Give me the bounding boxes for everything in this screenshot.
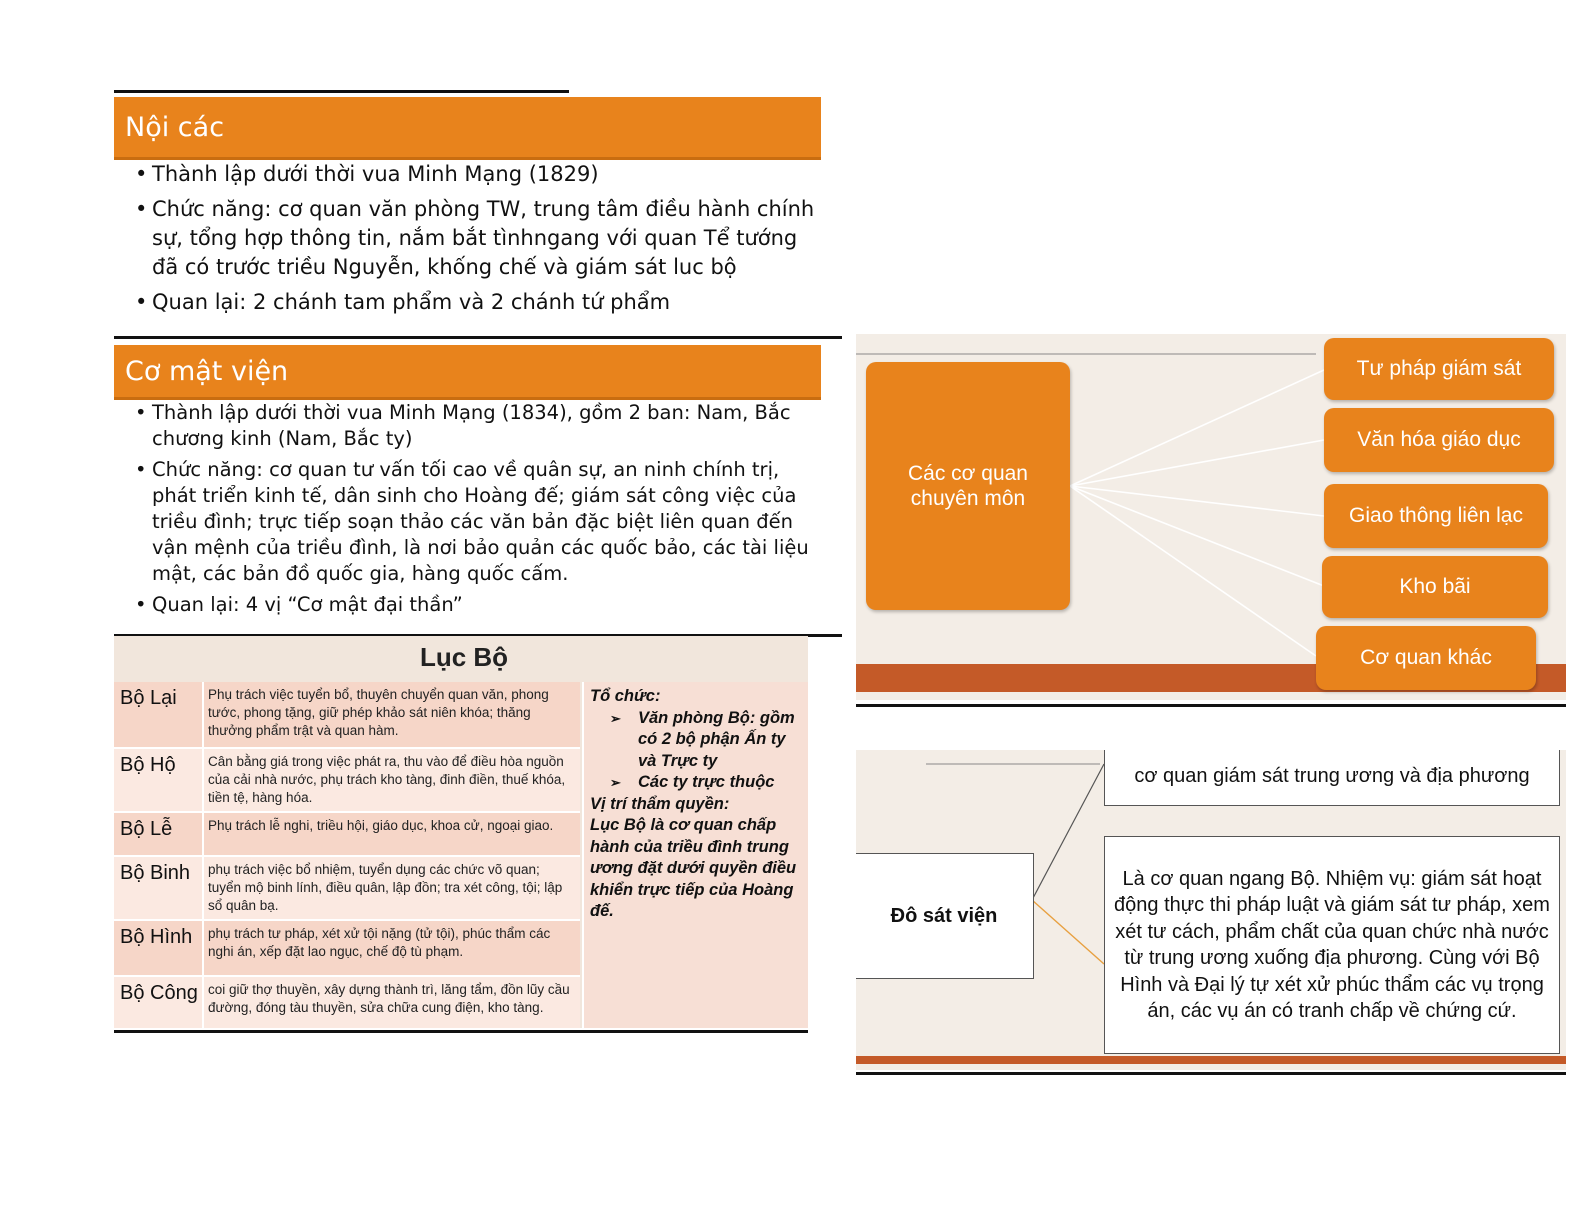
to-chuc-item: ➢ Văn phòng Bộ: gồm có 2 bộ phận Ấn ty và Trực ty (610, 708, 795, 770)
dept-name: Bộ Hình (114, 920, 203, 976)
branch-box: Tư pháp giám sát (1324, 338, 1554, 400)
dept-desc: Phụ trách việc tuyển bổ, thuyên chuyển quan văn, phong tước, phong tặng, giữ phép khảo sát niên khóa; thăng thưởng phẩm trật và quan hàm. (203, 682, 580, 748)
dept-name: Bộ Công (114, 976, 203, 1028)
noi-cac-title: Nội các (114, 97, 821, 160)
table-row (114, 748, 580, 812)
do-sat-vien-label: Đô sát viện (856, 853, 1034, 979)
arrow-bullet-icon: ➢ (610, 710, 621, 726)
table-row (114, 856, 580, 920)
branch-box: Cơ quan khác (1316, 626, 1536, 690)
table-row (114, 920, 580, 976)
luc-bo-side-panel (582, 682, 808, 1028)
table-row (114, 976, 580, 1028)
dept-name: Bộ Hộ (114, 748, 203, 812)
chuyen-mon-center-box: Các cơ quan chuyên môn (866, 362, 1070, 610)
co-mat-vien-bullet: • Thành lập dưới thời vua Minh Mạng (1834), gồm 2 ban: Nam, Bắc chương kinh (Nam, Bắc ty) (114, 400, 824, 452)
luc-bo-slide (114, 636, 808, 1028)
top-rule (114, 90, 569, 93)
to-chuc-label: Tổ chức: (590, 687, 661, 705)
do-sat-vien-desc-box: Là cơ quan ngang Bộ. Nhiệm vụ: giám sát hoạt động thực thi pháp luật và giám sát tư pháp, xem xét tư cách, phẩm chất của quan chức nhà nước từ trung ương xuống địa phương. Cùng với Bộ Hình và Đại lý tự xét xử phúc thẩm các vụ trọng án, các vụ án có tranh chấp về chứng cứ. (1104, 836, 1560, 1054)
co-mat-vien-title: Cơ mật viện (114, 345, 821, 400)
noi-cac-bullet: • Chức năng: cơ quan văn phòng TW, trung tâm điều hành chính sự, tổng hợp thông tin, nắm bắt tìnhngang với quan Tể tướng đã có trước triều Nguyễn, khống chế và giám sát luc bộ (114, 195, 824, 282)
co-mat-vien-bullet: • Chức năng: cơ quan tư vấn tối cao về quân sự, an ninh chính trị, phát triển kinh tế, dân sinh cho Hoàng đế; giám sát công việc của triều đình; trực tiếp soạn thảo các văn bản đặc biệt liên quan đến vận mệnh của triều đình, là nơi bảo quản các quốc bảo, các tài liệu mật, các bản đồ quốc gia, hàng quốc cấm. (114, 457, 824, 587)
noi-cac-bullet: • Quan lại: 2 chánh tam phẩm và 2 chánh tứ phẩm (114, 288, 824, 317)
dept-desc: Phụ trách lễ nghi, triều hội, giáo dục, khoa cử, ngoại giao. (203, 812, 580, 856)
noi-cac-bullets (114, 160, 824, 323)
dept-desc: Cân bằng giá trong việc phát ra, thu vào để điều hòa nguồn của cải nhà nước, phụ trách kho tàng, đinh điền, thuế khóa, tiền tệ, hàng hóa. (203, 748, 580, 812)
table-row (114, 812, 580, 856)
branch-box: Kho bãi (1322, 556, 1548, 618)
luc-bo-title: Lục Bộ (419, 642, 509, 672)
co-mat-vien-bullets (114, 400, 824, 623)
arrow-bullet-icon: ➢ (610, 775, 621, 790)
divider (856, 704, 1566, 707)
dept-desc: coi giữ thợ thuyền, xây dựng thành trì, lăng tẩm, đồn lũy cầu đường, đóng tàu thuyền, sửa chữa cung điện, kho tàng. (203, 976, 580, 1028)
vi-tri-label: Vị trí thẩm quyền: (590, 794, 730, 813)
noi-cac-bullet: • Thành lập dưới thời vua Minh Mạng (1829) (114, 160, 824, 189)
dept-desc: phụ trách việc bổ nhiệm, tuyển dụng các chức võ quan; tuyển mộ binh lính, điều quân, lập đồn; tra xét công, tội; lập sổ quân bạ. (203, 856, 580, 920)
dept-name: Bộ Lễ (114, 812, 203, 856)
bottom-rule-left (114, 1030, 808, 1033)
vi-tri-text: Lục Bộ là cơ quan chấp hành của triều đình trung ương đặt dưới quyền điều khiển trực tiếp của Hoàng đế. (590, 816, 797, 920)
dept-name: Bộ Lại (114, 682, 203, 748)
branch-box: Giao thông liên lạc (1324, 484, 1548, 548)
table-row (114, 682, 580, 748)
do-sat-vien-top-box: cơ quan giám sát trung ương và địa phương (1104, 750, 1560, 806)
to-chuc-item: ➢ Các ty trực thuộc (590, 772, 802, 794)
dept-desc: phụ trách tư pháp, xét xử tội nặng (tử tội), phúc thẩm các nghi án, xếp đặt lao ngục, chế độ tù phạm. (203, 920, 580, 976)
dept-name: Bộ Binh (114, 856, 203, 920)
chuyen-mon-slide (856, 334, 1566, 700)
bottom-rule-right (856, 1072, 1566, 1075)
branch-box: Văn hóa giáo dục (1324, 408, 1554, 472)
co-mat-vien-bullet: • Quan lại: 4 vị “Cơ mật đại thần” (114, 592, 824, 618)
slide-footer-bar (856, 1056, 1566, 1064)
do-sat-vien-slide (856, 750, 1566, 1070)
luc-bo-table (114, 682, 580, 1028)
divider (114, 336, 842, 339)
